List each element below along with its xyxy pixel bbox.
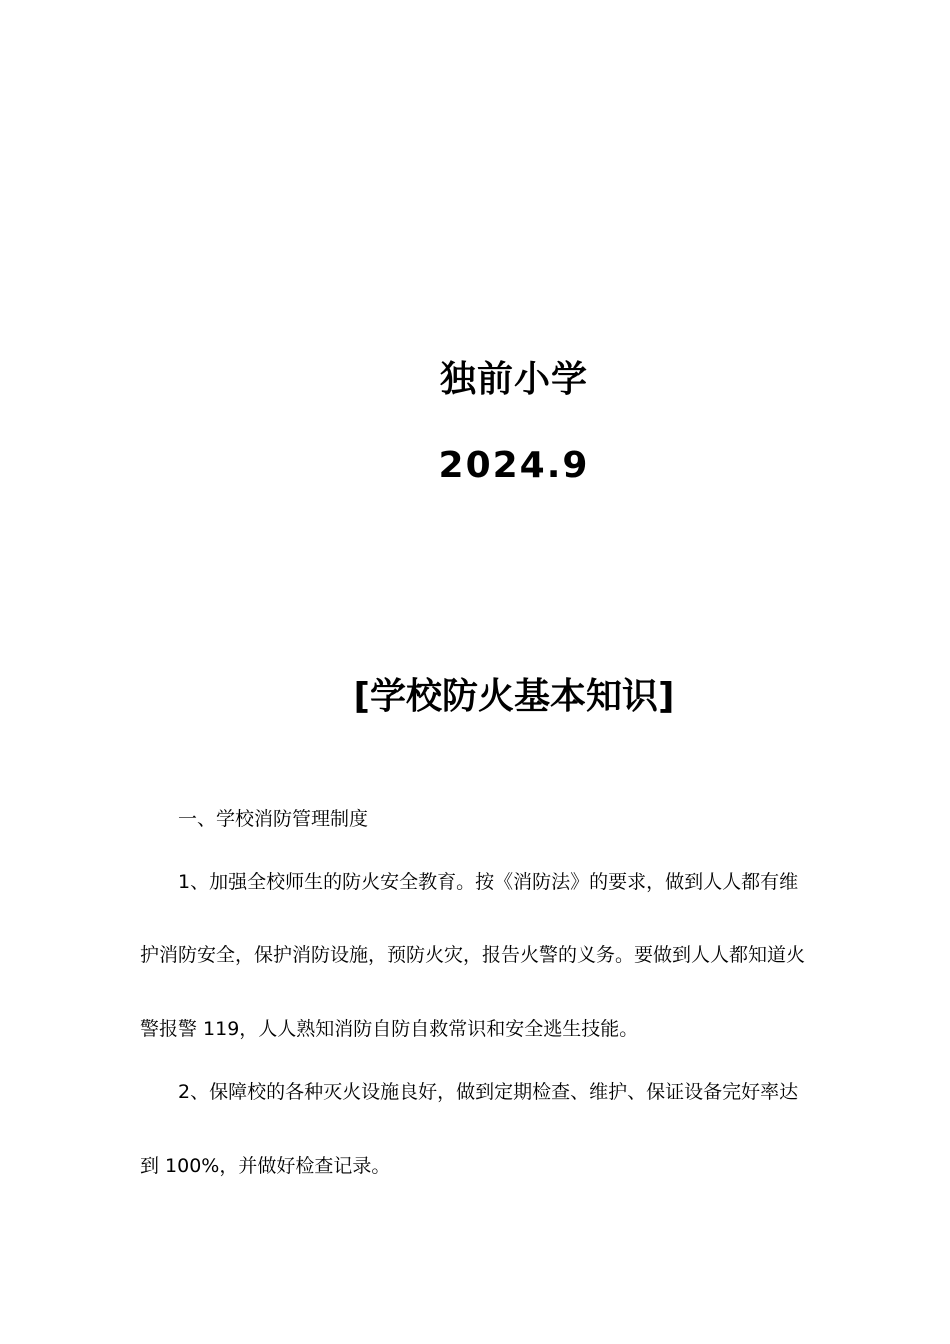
- section-heading: 一、学校消防管理制度: [178, 808, 369, 830]
- paragraph-1-line-1: 1、加强全校师生的防火安全教育。按《消防法》的要求，做到人人都有维: [178, 871, 799, 893]
- school-name: 独前小学: [439, 359, 588, 400]
- paragraph-2-line-2: 到 100%，并做好检查记录。: [140, 1155, 391, 1177]
- document-date: 2024.9: [438, 445, 590, 486]
- paragraph-1-line-3: 警报警 119，人人熟知消防自防自救常识和安全逃生技能。: [140, 1018, 639, 1040]
- paragraph-1-line-2: 护消防安全，保护消防设施，预防火灾，报告火警的义务。要做到人人都知道火: [140, 944, 806, 966]
- paragraph-2-line-1: 2、保障校的各种灭火设施良好，做到定期检查、维护、保证设备完好率达: [178, 1081, 799, 1103]
- document-title: [学校防火基本知识]: [353, 676, 675, 717]
